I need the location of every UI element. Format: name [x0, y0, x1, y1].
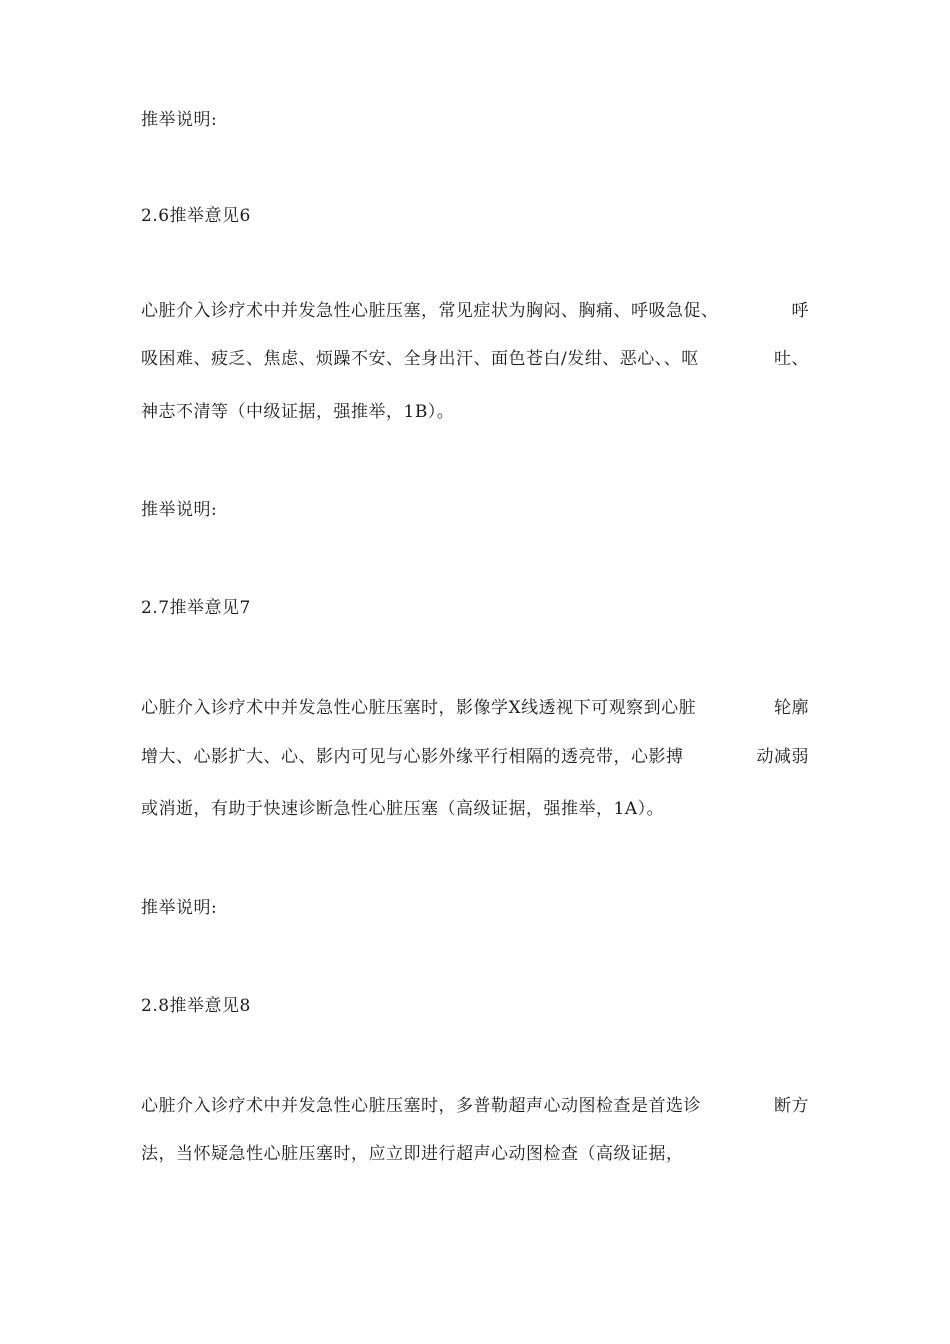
recommendation-heading-8: 2.8推举意见8	[141, 996, 251, 1016]
rec7-line-3: 或消逝，有助于快速诊断急性心脏压塞（高级证据，强推举，1A）。	[141, 799, 665, 819]
rec8-line-2: 法，当怀疑急性心脏压塞时，应立即进行超声心动图检查（高级证据，	[141, 1144, 684, 1164]
rec6-line-2-end: 吐、	[774, 349, 809, 369]
rec6-line-2	[141, 348, 809, 370]
rec7-line-1-end: 轮廓	[774, 698, 809, 718]
rec7-line-1	[141, 697, 809, 719]
rec6-line-2-text: 吸困难、疲乏、焦虑、烦躁不安、全身出汗、面色苍白/发绀、恶心、、呕	[141, 349, 699, 369]
rec6-line-1	[141, 300, 809, 322]
rec8-line-1	[141, 1095, 809, 1117]
rec7-line-2-end: 动减弱	[756, 747, 809, 767]
rec8-line-1-text: 心脏介入诊疗术中并发急性心脏压塞时，多普勒超声心动图检查是首选诊	[141, 1096, 701, 1116]
rec6-line-3: 神志不清等（中级证据，强推举，1B）。	[141, 402, 455, 422]
rec8-line-1-end: 断方	[774, 1096, 809, 1116]
rec7-line-2-text: 增大、心影扩大、心、影内可见与心影外缘平行相隔的透亮带，心影搏	[141, 747, 684, 767]
recommendation-note-label: 推举说明:	[141, 500, 218, 520]
rec7-line-2	[141, 746, 809, 768]
rec7-line-1-text: 心脏介入诊疗术中并发急性心脏压塞时，影像学X线透视下可观察到心脏	[141, 698, 697, 718]
recommendation-note-label: 推举说明:	[141, 110, 218, 130]
rec6-line-1-text: 心脏介入诊疗术中并发急性心脏压塞，常见症状为胸闷、胸痛、呼吸急促、	[141, 301, 719, 321]
rec6-line-1-end: 呼	[791, 301, 809, 321]
recommendation-note-label: 推举说明:	[141, 898, 218, 918]
recommendation-heading-6: 2.6推举意见6	[141, 206, 251, 226]
recommendation-heading-7: 2.7推举意见7	[141, 598, 251, 618]
